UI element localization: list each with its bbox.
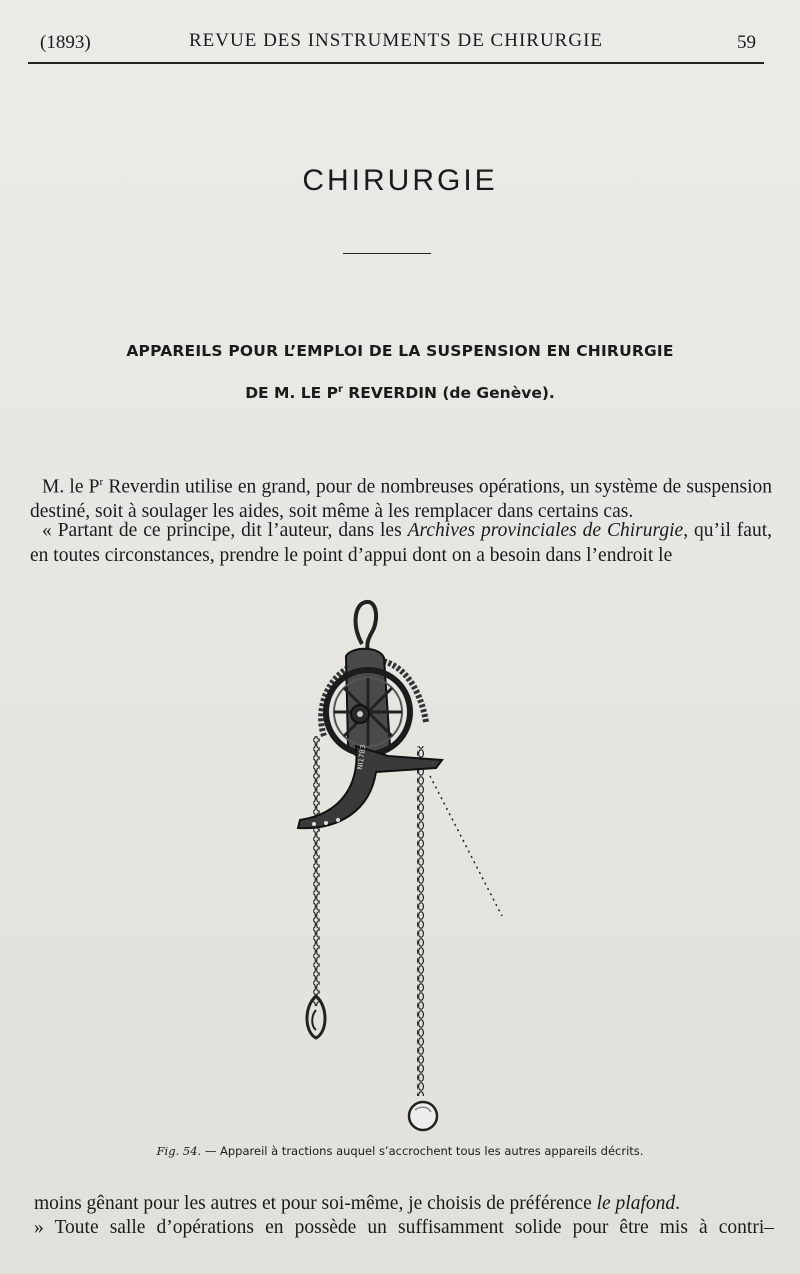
figure-label: Fig. 54.: [156, 1144, 202, 1158]
article-title-line-1: APPAREILS POUR L’EMPLOI DE LA SUSPENSION EN CHIRURGIE: [126, 342, 674, 360]
section-title: CHIRURGIE: [302, 164, 498, 197]
paragraph-operating-room: » Toute salle d’opérations en possède un suffisamment solide pour être mis à contri–: [34, 1217, 774, 1238]
left-chain: [313, 736, 320, 1006]
right-chain: [417, 746, 424, 1096]
figure-stamp: NI1783: [356, 744, 368, 771]
journal-reference: Archives provinciales de Chirurgie: [407, 520, 684, 541]
figure-caption: Fig. 54. — Appareil à tractions auquel s’accrochent tous les autres appareils décrits.: [156, 1144, 644, 1158]
pulley-drawing: [280, 596, 520, 1144]
paragraph-quote: « Partant de ce principe, dit l’auteur, dans les Archives provinciales de Chirurgie, qu’il faut, en toutes circonstances, prendre le point d’appui dont on a besoin dans l’endroit le: [30, 520, 772, 566]
running-header: [28, 26, 764, 64]
article-title-line-2: DE M. LE $P^r$ REVERDIN (de Genève).: [245, 384, 555, 403]
paragraph-continuation: moins gênant pour les autres et pour soi-même, je choisis de préférence le plafond.: [34, 1193, 681, 1214]
title-divider: [343, 253, 431, 254]
page-number: 59: [737, 32, 756, 53]
header-journal-title: REVUE DES INSTRUMENTS DE CHIRURGIE: [189, 30, 603, 51]
paragraph-intro: M. le $P^r$ Reverdin utilise en grand, pour de nombreuses opérations, un système de suspension destiné, soit à soulager les aides, soit même à les remplacer dans certains cas.: [30, 476, 772, 522]
header-year: (1893): [40, 32, 91, 53]
figure-pulley-illustration: [280, 596, 520, 1144]
